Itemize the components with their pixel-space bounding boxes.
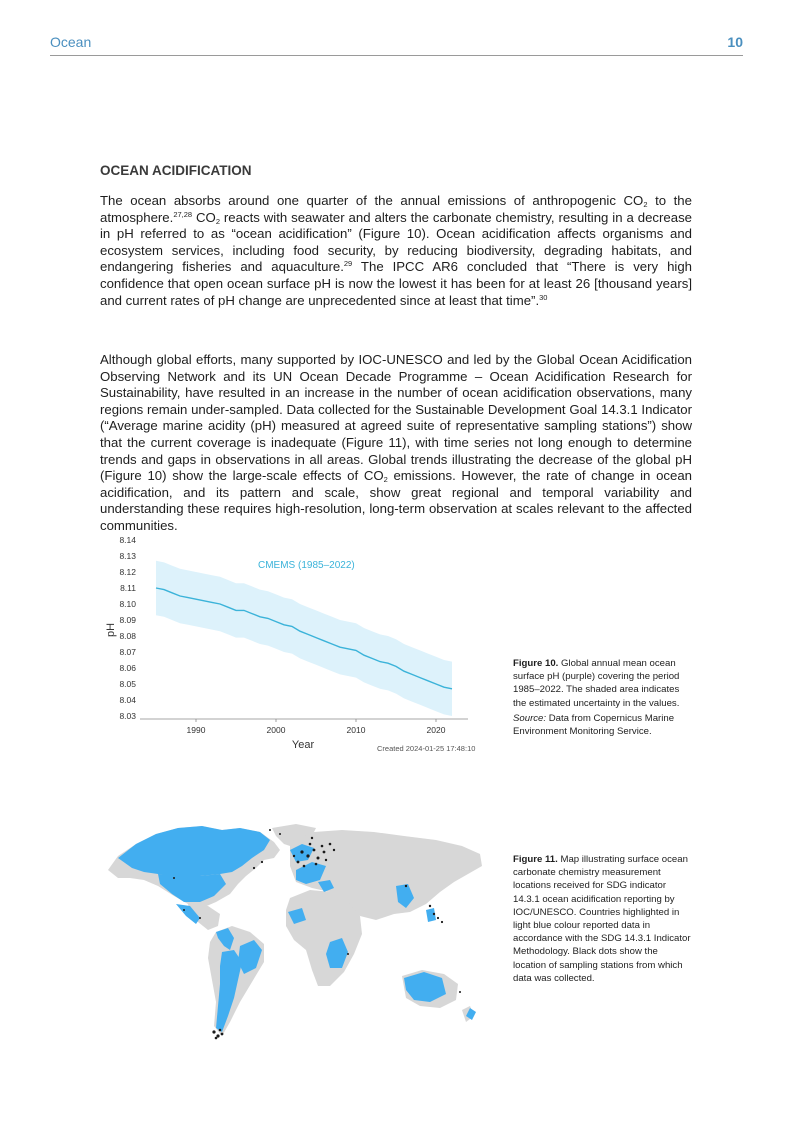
y-tick-label: 8.11 bbox=[120, 583, 136, 593]
x-tick-label: 2020 bbox=[426, 725, 446, 735]
x-tick-label: 2010 bbox=[346, 725, 366, 735]
x-tick-labels bbox=[187, 719, 446, 735]
y-tick-label: 8.04 bbox=[119, 695, 136, 705]
y-axis-label: pH bbox=[105, 622, 117, 638]
y-tick-label: 8.10 bbox=[119, 599, 136, 609]
ph-chart bbox=[100, 532, 480, 757]
page-number: 10 bbox=[727, 34, 743, 50]
x-tick-label: 2000 bbox=[266, 725, 286, 735]
y-tick-label: 8.03 bbox=[119, 711, 136, 721]
series-annotation: CMEMS (1985–2022) bbox=[258, 560, 355, 571]
x-tick-label: 1990 bbox=[186, 725, 206, 735]
y-tick-label: 8.14 bbox=[119, 535, 136, 545]
y-tick-label: 8.06 bbox=[119, 663, 136, 673]
y-tick-label: 8.08 bbox=[119, 631, 136, 641]
figure-11-caption: Figure 11. Map illustrating surface ocean carbonate chemistry measurement locations received for SDG indicator 14.3.1 ocean acidification reporting by IOC/UNESCO. Countries highlighted in light blue colour reported data in accordance with the SDG 14.3.1 Indicator Methodology. Black dots show the location of sampling stations from which data was collected. bbox=[513, 854, 691, 984]
header-section-title: Ocean bbox=[50, 34, 92, 50]
created-timestamp: Created 2024-01-25 17:48:10 bbox=[377, 744, 476, 753]
x-axis-label: Year bbox=[291, 739, 315, 751]
header-rule bbox=[50, 55, 743, 56]
y-tick-label: 8.07 bbox=[119, 647, 136, 657]
y-tick-label: 8.12 bbox=[119, 567, 136, 577]
paragraph-1: The ocean absorbs around one quarter of the annual emissions of anthropogenic $CO_2$ to the atmosphere.$^{27,28}$ $CO_2$ reacts with seawater and alters the carbonate chemistry, resulting in a decrease in pH referred to as “ocean acidification” (Figure 10). Ocean acidification affects organisms and ecosystem services, including food security, by reducing biodiversity, degrading habitats, and endangering fisheries and aquaculture.$^{29}$ The IPCC AR6 concluded that “There is very high confidence that open ocean surface pH is now the lowest it has been for at least 26 [thousand years] and current rates of pH change are unprecedented since at least that time”.$^{30}$ bbox=[100, 193, 692, 308]
y-tick-label: 8.09 bbox=[119, 615, 136, 625]
paragraph-2: Although global efforts, many supported by IOC-UNESCO and led by the Global Ocean Acidification Observing Network and its UN Ocean Decade Programme – Ocean Acidification Research for Sustainability, have resulted in an increase in the number of ocean acidification observations, many regions remain under-sampled. Data collected for the Sustainable Development Goal 14.3.1 Indicator (“Average marine acidity (pH) measured at agreed suite of representative sampling stations”) show that the current coverage is inadequate (Figure 11), with time series not long enough to determine trends and gaps in observations in all areas. Global trends illustrating the decrease of the global pH (Figure 10) show the large-scale effects of $CO_2$ emissions. However, the rate of change in ocean acidification, and its pattern and scale, show great regional and temporal variability and understanding these requires high-resolution, long-term observation at scales relevant to the affected communities. bbox=[100, 352, 692, 533]
y-tick-label: 8.13 bbox=[119, 551, 136, 561]
section-title: OCEAN ACIDIFICATION bbox=[100, 163, 252, 178]
figure-10-caption: Figure 10. Global annual mean ocean surface pH (purple) covering the period 1985–2022. The shaded area indicates the estimated uncertainty in the values. Source: Data from Copernicus Marine Environment Monitoring Service. bbox=[513, 658, 680, 738]
uncertainty-band-layer bbox=[156, 561, 452, 716]
y-tick-labels bbox=[119, 535, 136, 721]
uncertainty-band bbox=[156, 561, 452, 716]
sampling-stations-world-map bbox=[104, 822, 492, 1054]
y-tick-label: 8.05 bbox=[119, 679, 136, 689]
